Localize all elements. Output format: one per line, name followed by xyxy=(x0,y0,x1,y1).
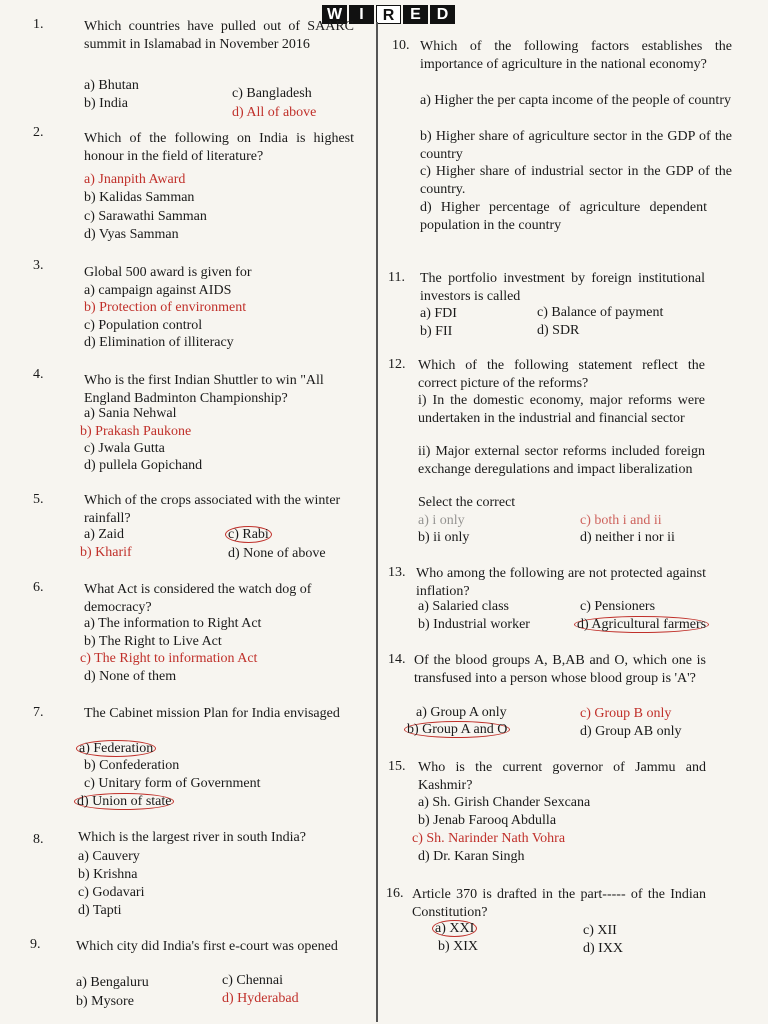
question-number: 12. xyxy=(388,357,406,372)
question-text: What Act is considered the watch dog of democracy? xyxy=(84,582,312,615)
option-circled: d) Union of state xyxy=(74,793,174,811)
option: a) Sh. Girish Chander Sexcana xyxy=(418,795,591,810)
column-divider xyxy=(376,22,378,1022)
option: c) Godavari xyxy=(78,885,145,900)
option: c) Unitary form of Government xyxy=(84,776,261,791)
question-text: Which of the following factors establishes the importance of agriculture in the national economy? xyxy=(420,39,732,72)
question-text: Who is the current governor of Jammu and Kashmir? xyxy=(418,760,706,793)
option: c) Higher share of industrial sector in the GDP of the country. xyxy=(420,164,732,197)
option: Select the correct xyxy=(418,495,516,510)
option: b) XIX xyxy=(438,939,479,954)
logo-letter: I xyxy=(349,5,374,24)
question-text: Article 370 is drafted in the part----- of the Indian Constitution? xyxy=(412,887,706,920)
question-text: Which countries have pulled out of SAARC summit in Islamabad in November 2016 xyxy=(84,19,354,52)
option: ii) Major external sector reforms included foreign exchange deregulations and impact liberalization xyxy=(418,444,705,477)
option: d) None of above xyxy=(228,546,326,561)
option-marked: c) both i and ii xyxy=(580,513,662,528)
option: a) The information to Right Act xyxy=(84,616,262,631)
question-text: Which is the largest river in south India? xyxy=(78,830,306,845)
question-number: 7. xyxy=(33,705,44,720)
option-marked: c) The Right to information Act xyxy=(80,651,258,666)
option: a) Sania Nehwal xyxy=(84,406,177,421)
question-number: 9. xyxy=(30,937,41,952)
option: d) None of them xyxy=(84,669,177,684)
question-number: 8. xyxy=(33,832,44,847)
option: a) Group A only xyxy=(416,705,507,720)
option-marked: d) Hyderabad xyxy=(222,991,299,1006)
option: c) Chennai xyxy=(222,973,284,988)
question-number: 14. xyxy=(388,652,406,667)
option: c) Balance of payment xyxy=(537,305,664,320)
question-text: Who among the following are not protected against inflation? xyxy=(416,566,706,599)
logo-letter: E xyxy=(403,5,428,24)
logo-letter: R xyxy=(376,5,401,24)
option: b) ii only xyxy=(418,530,470,545)
question-number: 16. xyxy=(386,886,404,901)
option: b) India xyxy=(84,96,128,111)
option: a) campaign against AIDS xyxy=(84,283,232,298)
option: d) Elimination of illiteracy xyxy=(84,335,234,350)
question-text: Which of the crops associated with the winter rainfall? xyxy=(84,493,341,526)
option: b) FII xyxy=(420,324,453,339)
option: b) Krishna xyxy=(78,867,138,882)
option: d) Vyas Samman xyxy=(84,227,179,242)
option-marked: d) All of above xyxy=(232,105,317,120)
option-circled: a) Federation xyxy=(76,740,156,758)
option: b) Industrial worker xyxy=(418,617,530,632)
option: c) Population control xyxy=(84,318,203,333)
option: d) Higher percentage of agriculture dependent population in the country xyxy=(420,200,707,233)
option: i) In the domestic economy, major reforms were undertaken in the industrial and financial sector xyxy=(418,393,705,426)
question-number: 6. xyxy=(33,580,44,595)
option-marked: c) Group B only xyxy=(580,706,672,721)
question-text: Global 500 award is given for xyxy=(84,265,252,280)
question-number: 11. xyxy=(388,270,405,285)
option: a) Bhutan xyxy=(84,78,139,93)
option-circled: b) Group A and O xyxy=(404,721,510,739)
question-text: The Cabinet mission Plan for India envisaged xyxy=(84,706,340,721)
option-marked: c) Sh. Narinder Nath Vohra xyxy=(412,831,566,846)
option: c) Bangladesh xyxy=(232,86,312,101)
option-circled: a) XXI xyxy=(432,920,477,938)
question-text: Of the blood groups A, B,AB and O, which one is transfused into a person whose blood group is 'A'? xyxy=(414,653,706,686)
option-marked: b) Prakash Paukone xyxy=(80,424,192,439)
question-number: 10. xyxy=(392,38,410,53)
option: a) Cauvery xyxy=(78,849,140,864)
question-number: 4. xyxy=(33,367,44,382)
option: a) Salaried class xyxy=(418,599,509,614)
option: b) Confederation xyxy=(84,758,180,773)
question-text: Which of the following statement reflect the correct picture of the reforms? xyxy=(418,358,705,391)
logo-letter: W xyxy=(322,5,347,24)
question-text: The portfolio investment by foreign institutional investors is called xyxy=(420,271,705,304)
option: d) neither i nor ii xyxy=(580,530,675,545)
option: d) SDR xyxy=(537,323,580,338)
option: b) Mysore xyxy=(76,994,134,1009)
question-text: Which of the following on India is highest honour in the field of literature? xyxy=(84,131,354,164)
option: d) Dr. Karan Singh xyxy=(418,849,525,864)
question-number: 3. xyxy=(33,258,44,273)
question-number: 5. xyxy=(33,492,44,507)
option: a) i only xyxy=(418,513,465,528)
question-number: 2. xyxy=(33,125,44,140)
option-circled: d) Agricultural farmers xyxy=(574,616,709,634)
option: c) XII xyxy=(583,923,617,938)
question-number: 13. xyxy=(388,565,406,580)
option: b) The Right to Live Act xyxy=(84,634,222,649)
option-circled: c) Rabi xyxy=(225,526,272,544)
option: b) Kalidas Samman xyxy=(84,190,195,205)
question-number: 1. xyxy=(33,17,44,32)
option: a) Higher the per capta income of the people of country xyxy=(420,93,731,108)
option-marked: a) Jnanpith Award xyxy=(84,172,186,187)
option: a) Bengaluru xyxy=(76,975,149,990)
option: d) pullela Gopichand xyxy=(84,458,203,473)
option: a) FDI xyxy=(420,306,457,321)
question-text: Who is the first Indian Shuttler to win "All England Badminton Championship? xyxy=(84,373,324,406)
option: a) Zaid xyxy=(84,527,125,542)
option: c) Jwala Gutta xyxy=(84,441,165,456)
option: c) Pensioners xyxy=(580,599,656,614)
option: d) Group AB only xyxy=(580,724,682,739)
option: b) Higher share of agriculture sector in the GDP of the country xyxy=(420,129,732,162)
option-marked: b) Protection of environment xyxy=(84,300,247,315)
option: d) Tapti xyxy=(78,903,122,918)
option-marked: b) Kharif xyxy=(80,545,132,560)
option: c) Sarawathi Samman xyxy=(84,209,207,224)
question-number: 15. xyxy=(388,759,406,774)
logo-letter: D xyxy=(430,5,455,24)
option: d) IXX xyxy=(583,941,624,956)
option: b) Jenab Farooq Abdulla xyxy=(418,813,557,828)
question-text: Which city did India's first e-court was opened xyxy=(76,939,338,954)
